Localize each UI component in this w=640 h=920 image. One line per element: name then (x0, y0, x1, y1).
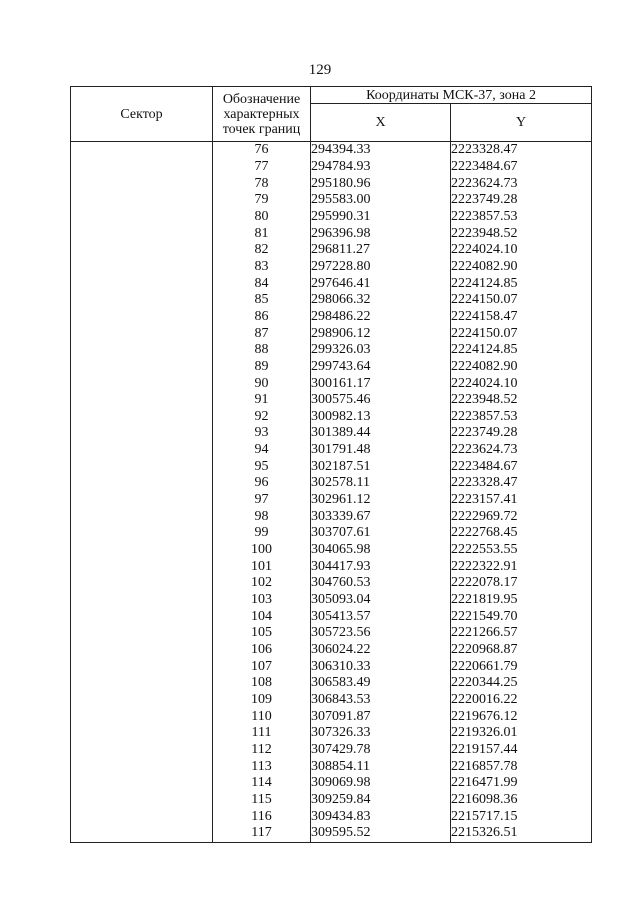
table-row (71, 558, 592, 575)
table-row (71, 808, 592, 825)
sector-cell (71, 758, 213, 775)
y-coordinate-cell: 2216471.99 (451, 775, 592, 792)
y-coordinate-cell: 2224024.10 (451, 375, 592, 392)
table-row (71, 458, 592, 475)
header-point-designation: Обозначение характерных точек границ (213, 87, 311, 142)
point-number-cell: 117 (213, 825, 311, 842)
sector-cell (71, 675, 213, 692)
sector-cell (71, 275, 213, 292)
table-row (71, 825, 592, 842)
point-number-cell: 92 (213, 409, 311, 426)
point-number-cell: 78 (213, 175, 311, 192)
header-sector: Сектор (71, 87, 213, 142)
x-coordinate-cell: 295583.00 (311, 192, 451, 209)
y-coordinate-cell: 2222078.17 (451, 575, 592, 592)
table-row (71, 242, 592, 259)
point-number-cell: 112 (213, 742, 311, 759)
x-coordinate-cell: 296811.27 (311, 242, 451, 259)
y-coordinate-cell: 2224024.10 (451, 242, 592, 259)
table-row (71, 692, 592, 709)
table-row (71, 442, 592, 459)
sector-cell (71, 325, 213, 342)
sector-cell (71, 442, 213, 459)
sector-cell (71, 658, 213, 675)
point-number-cell: 77 (213, 159, 311, 176)
header-y: Y (451, 104, 592, 142)
table-row (71, 592, 592, 609)
table-header (71, 87, 592, 142)
sector-cell (71, 542, 213, 559)
x-coordinate-cell: 306843.53 (311, 692, 451, 709)
point-number-cell: 95 (213, 458, 311, 475)
point-number-cell: 81 (213, 225, 311, 242)
point-number-cell: 116 (213, 808, 311, 825)
y-coordinate-cell: 2224082.90 (451, 259, 592, 276)
x-coordinate-cell: 309434.83 (311, 808, 451, 825)
x-coordinate-cell: 300161.17 (311, 375, 451, 392)
sector-cell (71, 575, 213, 592)
point-number-cell: 109 (213, 692, 311, 709)
y-coordinate-cell: 2223857.53 (451, 409, 592, 426)
point-number-cell: 79 (213, 192, 311, 209)
y-coordinate-cell: 2216098.36 (451, 792, 592, 809)
table-row (71, 175, 592, 192)
table-row (71, 392, 592, 409)
x-coordinate-cell: 309259.84 (311, 792, 451, 809)
sector-cell (71, 159, 213, 176)
sector-cell (71, 242, 213, 259)
sector-cell (71, 409, 213, 426)
y-coordinate-cell: 2223948.52 (451, 225, 592, 242)
x-coordinate-cell: 307326.33 (311, 725, 451, 742)
sector-cell (71, 192, 213, 209)
y-coordinate-cell: 2224150.07 (451, 325, 592, 342)
x-coordinate-cell: 302187.51 (311, 458, 451, 475)
x-coordinate-cell: 296396.98 (311, 225, 451, 242)
x-coordinate-cell: 300982.13 (311, 409, 451, 426)
y-coordinate-cell: 2224082.90 (451, 359, 592, 376)
x-coordinate-cell: 297646.41 (311, 275, 451, 292)
point-number-cell: 76 (213, 142, 311, 159)
table-row (71, 775, 592, 792)
table-row (71, 475, 592, 492)
point-number-cell: 102 (213, 575, 311, 592)
point-number-cell: 104 (213, 608, 311, 625)
header-coordinates-group: Координаты МСК-37, зона 2 (311, 87, 592, 104)
sector-cell (71, 292, 213, 309)
x-coordinate-cell: 308854.11 (311, 758, 451, 775)
x-coordinate-cell: 307091.87 (311, 708, 451, 725)
y-coordinate-cell: 2223624.73 (451, 175, 592, 192)
table-row (71, 225, 592, 242)
y-coordinate-cell: 2222768.45 (451, 525, 592, 542)
point-number-cell: 83 (213, 259, 311, 276)
y-coordinate-cell: 2223749.28 (451, 192, 592, 209)
y-coordinate-cell: 2224124.85 (451, 342, 592, 359)
coordinates-table (70, 86, 592, 843)
page-number: 129 (308, 62, 332, 78)
table-row (71, 758, 592, 775)
table-row (71, 325, 592, 342)
table-row (71, 708, 592, 725)
table-row (71, 375, 592, 392)
sector-cell (71, 359, 213, 376)
sector-cell (71, 792, 213, 809)
table-row (71, 192, 592, 209)
y-coordinate-cell: 2223948.52 (451, 392, 592, 409)
table-row (71, 525, 592, 542)
sector-cell (71, 142, 213, 159)
sector-cell (71, 825, 213, 842)
sector-cell (71, 425, 213, 442)
sector-cell (71, 808, 213, 825)
sector-cell (71, 708, 213, 725)
x-coordinate-cell: 300575.46 (311, 392, 451, 409)
point-number-cell: 88 (213, 342, 311, 359)
sector-cell (71, 225, 213, 242)
point-number-cell: 101 (213, 558, 311, 575)
x-coordinate-cell: 303707.61 (311, 525, 451, 542)
table-row (71, 642, 592, 659)
sector-cell (71, 592, 213, 609)
y-coordinate-cell: 2223328.47 (451, 142, 592, 159)
x-coordinate-cell: 295990.31 (311, 209, 451, 226)
y-coordinate-cell: 2224124.85 (451, 275, 592, 292)
x-coordinate-cell: 294394.33 (311, 142, 451, 159)
point-number-cell: 84 (213, 275, 311, 292)
table-row (71, 259, 592, 276)
sector-cell (71, 508, 213, 525)
x-coordinate-cell: 305093.04 (311, 592, 451, 609)
sector-cell (71, 175, 213, 192)
sector-cell (71, 492, 213, 509)
sector-cell (71, 342, 213, 359)
table-row (71, 575, 592, 592)
point-number-cell: 108 (213, 675, 311, 692)
point-number-cell: 85 (213, 292, 311, 309)
x-coordinate-cell: 298486.22 (311, 309, 451, 326)
point-number-cell: 90 (213, 375, 311, 392)
x-coordinate-cell: 305723.56 (311, 625, 451, 642)
point-number-cell: 97 (213, 492, 311, 509)
table-row (71, 625, 592, 642)
table-row (71, 409, 592, 426)
table-row (71, 342, 592, 359)
y-coordinate-cell: 2219326.01 (451, 725, 592, 742)
table-row (71, 159, 592, 176)
y-coordinate-cell: 2223857.53 (451, 209, 592, 226)
sector-cell (71, 458, 213, 475)
point-number-cell: 96 (213, 475, 311, 492)
y-coordinate-cell: 2222969.72 (451, 508, 592, 525)
y-coordinate-cell: 2223624.73 (451, 442, 592, 459)
header-x: X (311, 104, 451, 142)
table-row (71, 209, 592, 226)
x-coordinate-cell: 298066.32 (311, 292, 451, 309)
point-number-cell: 80 (213, 209, 311, 226)
sector-cell (71, 259, 213, 276)
sector-cell (71, 775, 213, 792)
y-coordinate-cell: 2224150.07 (451, 292, 592, 309)
table-row (71, 675, 592, 692)
x-coordinate-cell: 309595.52 (311, 825, 451, 842)
x-coordinate-cell: 301389.44 (311, 425, 451, 442)
table-row (71, 542, 592, 559)
point-number-cell: 91 (213, 392, 311, 409)
x-coordinate-cell: 298906.12 (311, 325, 451, 342)
sector-cell (71, 309, 213, 326)
point-number-cell: 113 (213, 758, 311, 775)
point-number-cell: 106 (213, 642, 311, 659)
point-number-cell: 82 (213, 242, 311, 259)
table-row (71, 359, 592, 376)
y-coordinate-cell: 2221549.70 (451, 608, 592, 625)
point-number-cell: 107 (213, 658, 311, 675)
table-row (71, 725, 592, 742)
y-coordinate-cell: 2221266.57 (451, 625, 592, 642)
x-coordinate-cell: 304760.53 (311, 575, 451, 592)
x-coordinate-cell: 304417.93 (311, 558, 451, 575)
y-coordinate-cell: 2221819.95 (451, 592, 592, 609)
point-number-cell: 87 (213, 325, 311, 342)
point-number-cell: 110 (213, 708, 311, 725)
x-coordinate-cell: 309069.98 (311, 775, 451, 792)
sector-cell (71, 625, 213, 642)
x-coordinate-cell: 295180.96 (311, 175, 451, 192)
y-coordinate-cell: 2219157.44 (451, 742, 592, 759)
y-coordinate-cell: 2222553.55 (451, 542, 592, 559)
x-coordinate-cell: 306310.33 (311, 658, 451, 675)
point-number-cell: 89 (213, 359, 311, 376)
x-coordinate-cell: 306024.22 (311, 642, 451, 659)
x-coordinate-cell: 306583.49 (311, 675, 451, 692)
point-number-cell: 100 (213, 542, 311, 559)
table-row (71, 608, 592, 625)
x-coordinate-cell: 305413.57 (311, 608, 451, 625)
table-row (71, 792, 592, 809)
point-number-cell: 111 (213, 725, 311, 742)
table-row (71, 309, 592, 326)
point-number-cell: 114 (213, 775, 311, 792)
y-coordinate-cell: 2223157.41 (451, 492, 592, 509)
point-number-cell: 105 (213, 625, 311, 642)
table-row (71, 292, 592, 309)
point-number-cell: 94 (213, 442, 311, 459)
y-coordinate-cell: 2220661.79 (451, 658, 592, 675)
y-coordinate-cell: 2223328.47 (451, 475, 592, 492)
table-row (71, 492, 592, 509)
x-coordinate-cell: 294784.93 (311, 159, 451, 176)
y-coordinate-cell: 2219676.12 (451, 708, 592, 725)
point-number-cell: 98 (213, 508, 311, 525)
sector-cell (71, 375, 213, 392)
sector-cell (71, 525, 213, 542)
y-coordinate-cell: 2220344.25 (451, 675, 592, 692)
y-coordinate-cell: 2223484.67 (451, 159, 592, 176)
y-coordinate-cell: 2223749.28 (451, 425, 592, 442)
y-coordinate-cell: 2216857.78 (451, 758, 592, 775)
x-coordinate-cell: 303339.67 (311, 508, 451, 525)
sector-cell (71, 209, 213, 226)
x-coordinate-cell: 301791.48 (311, 442, 451, 459)
sector-cell (71, 725, 213, 742)
x-coordinate-cell: 307429.78 (311, 742, 451, 759)
y-coordinate-cell: 2220016.22 (451, 692, 592, 709)
x-coordinate-cell: 302961.12 (311, 492, 451, 509)
sector-cell (71, 608, 213, 625)
x-coordinate-cell: 304065.98 (311, 542, 451, 559)
table-row (71, 142, 592, 159)
x-coordinate-cell: 297228.80 (311, 259, 451, 276)
table-row (71, 425, 592, 442)
table-row (71, 658, 592, 675)
table-row (71, 275, 592, 292)
sector-cell (71, 558, 213, 575)
sector-cell (71, 475, 213, 492)
sector-cell (71, 692, 213, 709)
point-number-cell: 99 (213, 525, 311, 542)
y-coordinate-cell: 2222322.91 (451, 558, 592, 575)
sector-cell (71, 642, 213, 659)
point-number-cell: 93 (213, 425, 311, 442)
table-row (71, 508, 592, 525)
x-coordinate-cell: 299743.64 (311, 359, 451, 376)
table-body (71, 142, 592, 843)
y-coordinate-cell: 2220968.87 (451, 642, 592, 659)
y-coordinate-cell: 2215326.51 (451, 825, 592, 842)
table-row (71, 742, 592, 759)
y-coordinate-cell: 2223484.67 (451, 458, 592, 475)
y-coordinate-cell: 2215717.15 (451, 808, 592, 825)
x-coordinate-cell: 302578.11 (311, 475, 451, 492)
point-number-cell: 115 (213, 792, 311, 809)
y-coordinate-cell: 2224158.47 (451, 309, 592, 326)
point-number-cell: 103 (213, 592, 311, 609)
sector-cell (71, 742, 213, 759)
x-coordinate-cell: 299326.03 (311, 342, 451, 359)
sector-cell (71, 392, 213, 409)
point-number-cell: 86 (213, 309, 311, 326)
